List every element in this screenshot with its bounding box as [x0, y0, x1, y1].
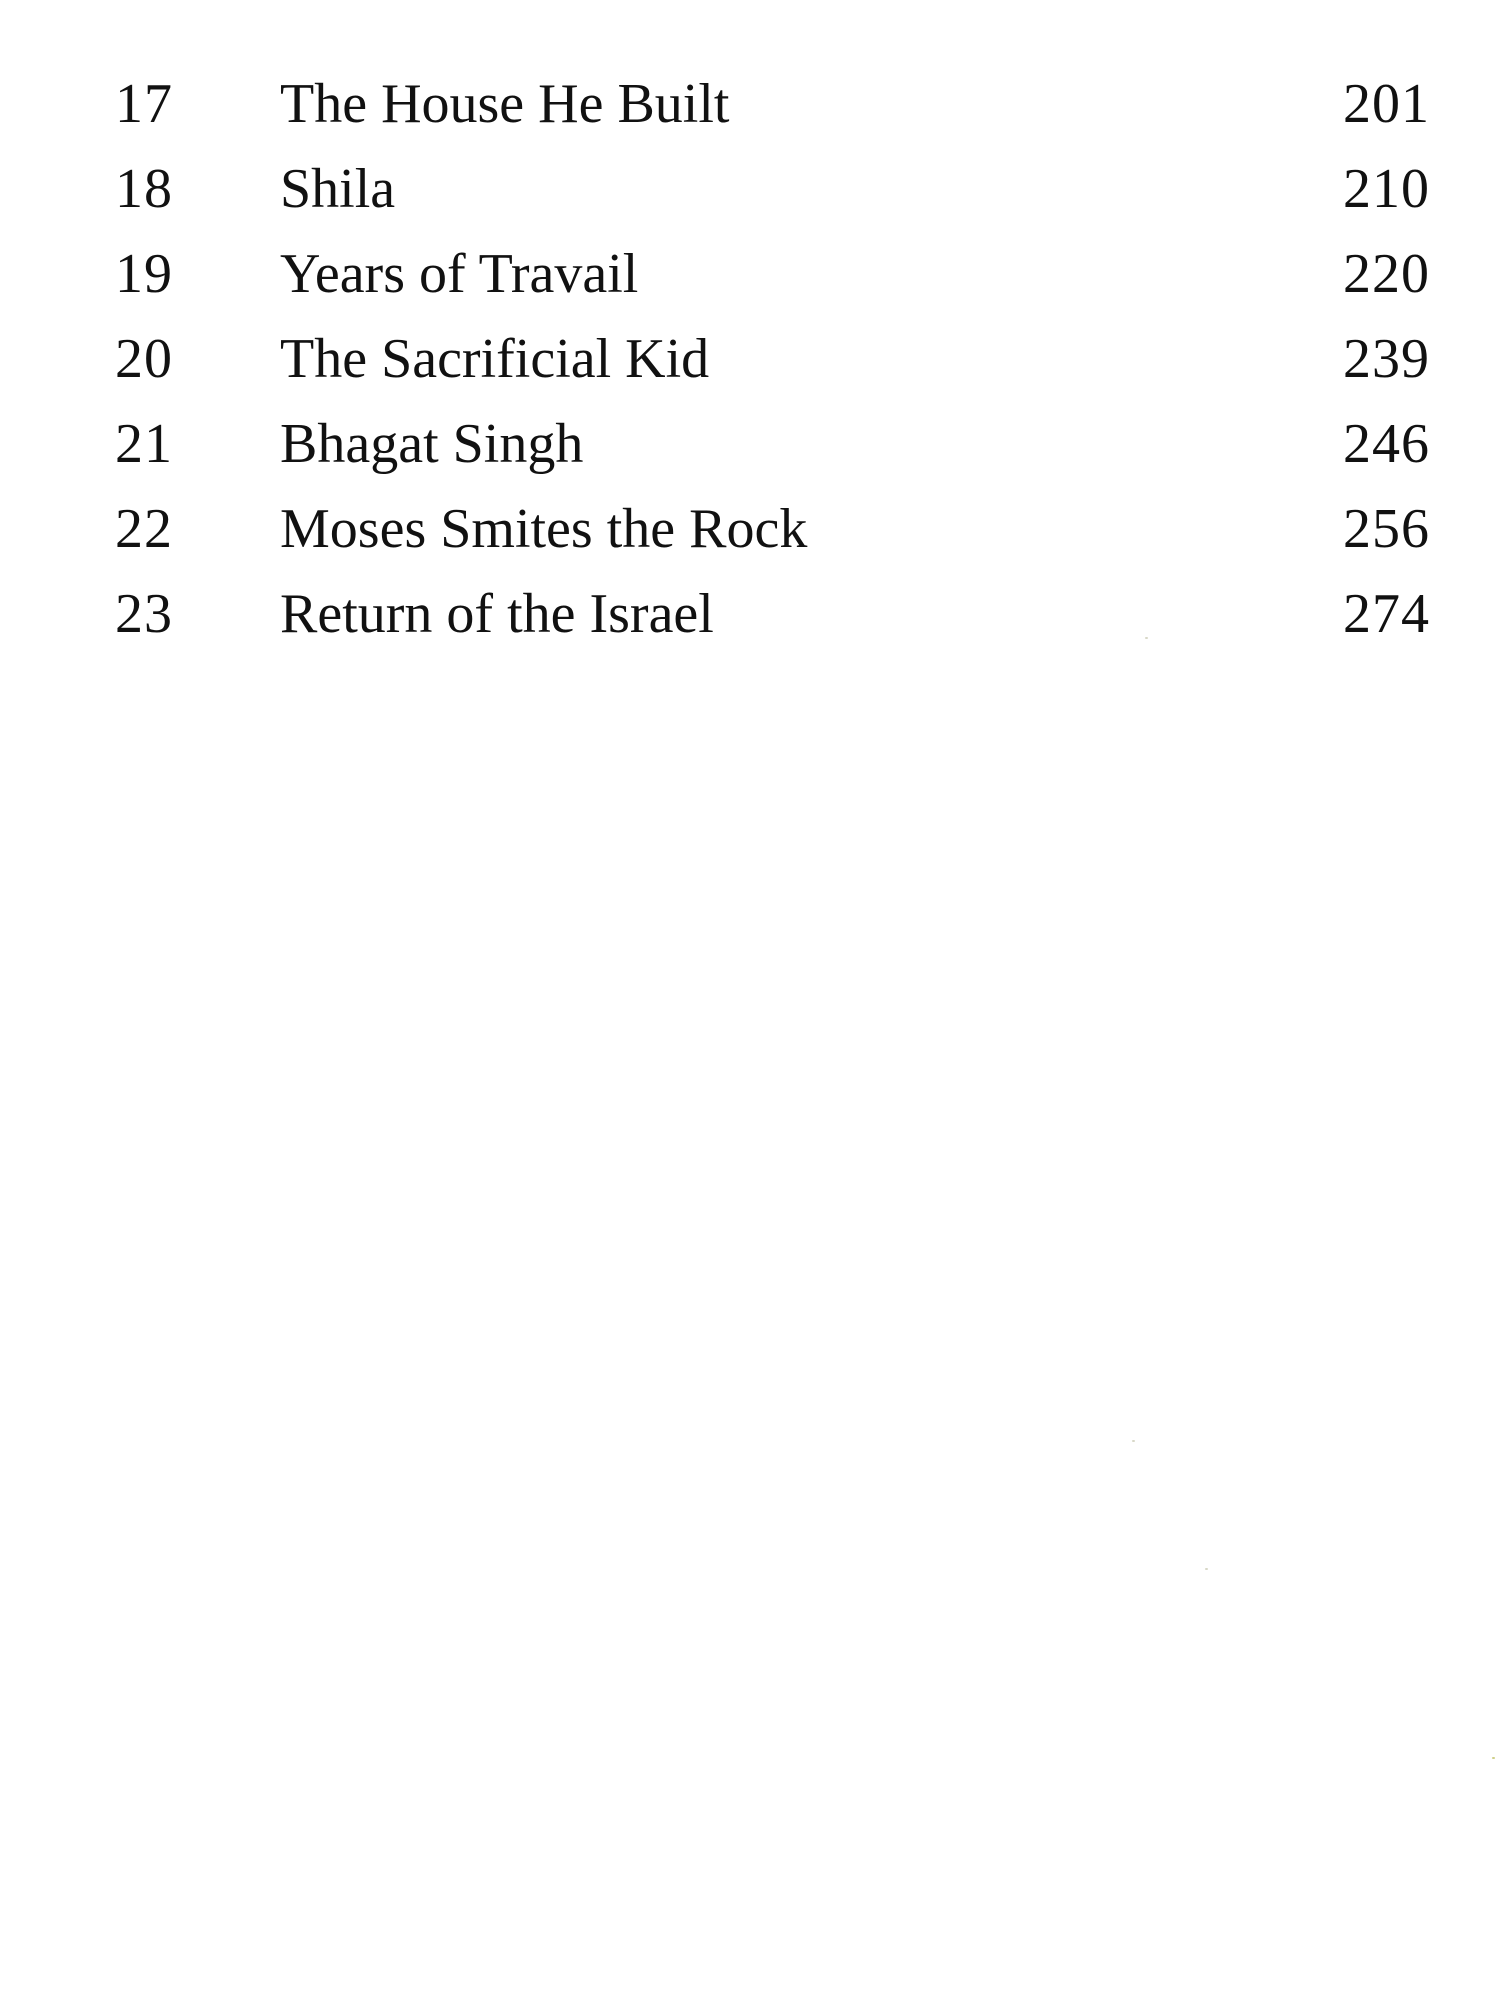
toc-entry	[0, 580, 1500, 665]
page-number: 246	[1343, 413, 1430, 475]
toc-entry	[0, 70, 1500, 155]
page-number: 201	[1343, 73, 1430, 135]
chapter-number: 20	[115, 328, 173, 390]
table-of-contents	[0, 70, 1500, 665]
chapter-title: Years of Travail	[280, 243, 639, 305]
chapter-number: 22	[115, 498, 173, 560]
page-number: 256	[1343, 498, 1430, 560]
scan-speck	[1145, 637, 1148, 639]
chapter-number: 19	[115, 243, 173, 305]
chapter-number: 18	[115, 158, 173, 220]
page-number: 210	[1343, 158, 1430, 220]
chapter-number: 17	[115, 73, 173, 135]
chapter-number: 23	[115, 583, 173, 645]
chapter-title: Bhagat Singh	[280, 413, 584, 475]
toc-entry	[0, 240, 1500, 325]
page-number: 220	[1343, 243, 1430, 305]
toc-entry	[0, 495, 1500, 580]
toc-entry	[0, 410, 1500, 495]
page-number: 274	[1343, 583, 1430, 645]
chapter-title: Return of the Israel	[280, 583, 714, 645]
toc-entry	[0, 155, 1500, 240]
page-number: 239	[1343, 328, 1430, 390]
chapter-title: The Sacrificial Kid	[280, 328, 710, 390]
chapter-title: Moses Smites the Rock	[280, 498, 808, 560]
scan-speck	[1205, 1568, 1208, 1570]
chapter-title: Shila	[280, 158, 396, 220]
toc-entry	[0, 325, 1500, 410]
chapter-title: The House He Built	[280, 73, 730, 135]
scan-speck	[1492, 1757, 1495, 1759]
chapter-number: 21	[115, 413, 173, 475]
scan-speck	[1132, 1440, 1135, 1442]
